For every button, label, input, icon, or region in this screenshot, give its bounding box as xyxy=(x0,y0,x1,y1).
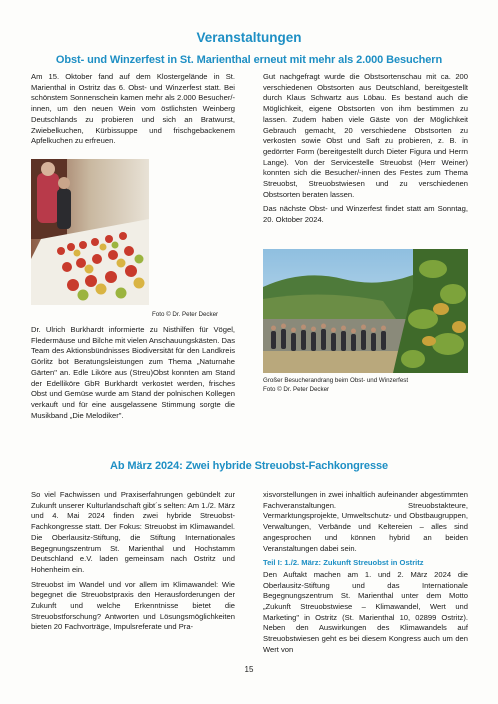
photo2-caption xyxy=(263,377,408,394)
article1-title: Obst- und Winzerfest in St. Marienthal erneut mit mehr als 2.000 Besuchern xyxy=(55,54,443,66)
article2-right-column xyxy=(263,490,468,660)
article1-left-column xyxy=(31,72,235,151)
article2-right-paragraph-1: xisvorstellungen in zwei inhaltlich aufeinander abgestimmten Fachveranstaltungen. Streuobstakteure, Vermarktungsprojekte, Umweltschutz- und Obstbaugruppen, Verwaltungen, Verbände und Keltereien – alles sind angesprochen und können hybrid an beiden Veranstaltungen dabei sein. xyxy=(263,490,468,553)
article1-right-paragraph-1: Gut nachgefragt wurde die Obstsortenschau mit ca. 200 verschiedenen Obstsorten aus Deutschland, bereitgestellt durch Klaus Schwartz aus Löbau. Es bestand auch die Möglichkeit, eigene Obstsorten von ihm bestimmen zu lassen. Zudem haben viele Gäste von der Möglichkeit Gebrauch gemacht, 20 verschiedene Obstsorten zu verkosten sowie Obst und Saft zu probieren, z. B. in gedörrter Form (bereitgestellt durch Dieter Figura und Herrn Lange). Von der Servicestelle Streuobst (Herr Weiner) konnten sich die Besucher/-innen des Festes zum Thema Streuobst, Streuobstwiesen und zu verschiedenen Obstsorten beraten lassen. xyxy=(263,72,468,199)
page-number: 15 xyxy=(244,665,254,674)
section-title: Veranstaltungen xyxy=(196,30,302,45)
apple-display-photo xyxy=(31,159,149,305)
photo1-credit: Foto © Dr. Peter Decker xyxy=(152,311,219,318)
article2-left-paragraph-2: Streuobst im Wandel und vor allem im Klimawandel: Wie begegnet die Streuobstpraxis den Herausforderungen der Zukunft und welche Erkenntnisse bietet die Streuobstforschung? Antworten und Lösungsmöglichkeiten bieten 20 Fachvorträge, Impulsreferate und Pra- xyxy=(31,579,235,632)
article1-left-paragraph-1: Am 15. Oktober fand auf dem Klostergelände in St. Marienthal in Ostritz das 6. Obst- und Winzerfest statt. Bei schönstem Sonnenschein kamen mehr als 2.000 Besucher/-innen, um den neuen Wein vom östlichsten Weinberg Deutschlands zu probieren und sich an Bratwurst, Zwiebelkuchen, Kürbissuppe und frischgebackenem Apfelkuchen zu erfreuen. xyxy=(31,72,235,146)
article2-subheading: Teil I: 1./2. März: Zukunft Streuobst in Ostritz xyxy=(263,558,424,568)
article1-right-column xyxy=(263,72,468,230)
article2-left-column xyxy=(31,490,235,637)
article1-right-paragraph-2: Das nächste Obst- und Winzerfest findet statt am Sonntag, 20. Oktober 2024. xyxy=(263,204,468,225)
article2-right-paragraph-2: Den Auftakt machen am 1. und 2. März 2024 die Oberlausitz-Stiftung und das Internationale Begegnungszentrum St. Marienthal unter dem Motto „Zukunft Streuobstwiese – Klimawandel, Wert und Marketing" in Ostritz (St. Marienthal 10, 02899 Ostritz). Neben den Auswirkungen des Klimawandels auf Streuobstwiesen geht es bei diesem Kongress auch um den Wert von xyxy=(263,569,468,654)
photo2-credit: Foto © Dr. Peter Decker xyxy=(263,385,330,393)
article1-left-paragraph-2: Dr. Ulrich Burkhardt informierte zu Nisthilfen für Vögel, Fledermäuse und Bilche mit vielen Anschauungskästen. Das Team des Aktionsbündnisses Biodiversität für den Landkreis Görlitz bot Beratungsleistungen zum Thema „Naturnahe Gärten" an. Edle Liköre aus (Streu)Obst konnten am Stand der Edelliköre GbR Burkhardt verkostet werden, frisches Obst und Gemüse wurde am Stand der polnischen Kollegen verkauft und für eine ausgelassene Stimmung sorgte die Musikband „Die Melodiker". xyxy=(31,325,235,420)
vineyard-crowd-photo xyxy=(263,249,468,373)
photo2-caption-line-1: Großer Besucherandrang beim Obst- und Winzerfest xyxy=(263,377,409,384)
article1-left-column-2 xyxy=(31,325,235,425)
article2-left-paragraph-1: So viel Fachwissen und Praxiserfahrungen gebündelt zur Zukunft unserer Kulturlandschaft gibt´s selten: Am 1./2. März und 4. Mai 2024 finden zwei hybride Streuobst-Fachkongresse statt. Der Fokus: Streuobst im Klimawandel. Die Oberlausitz-Stiftung, die Stiftung Internationales Begegnungszentrum St. Marienthal und Hochstamm Deutschland e.V. laden gemeinsam nach Ostritz und Hohenheim ein. xyxy=(31,490,235,574)
article2-title: Ab März 2024: Zwei hybride Streuobst-Fachkongresse xyxy=(109,460,389,472)
